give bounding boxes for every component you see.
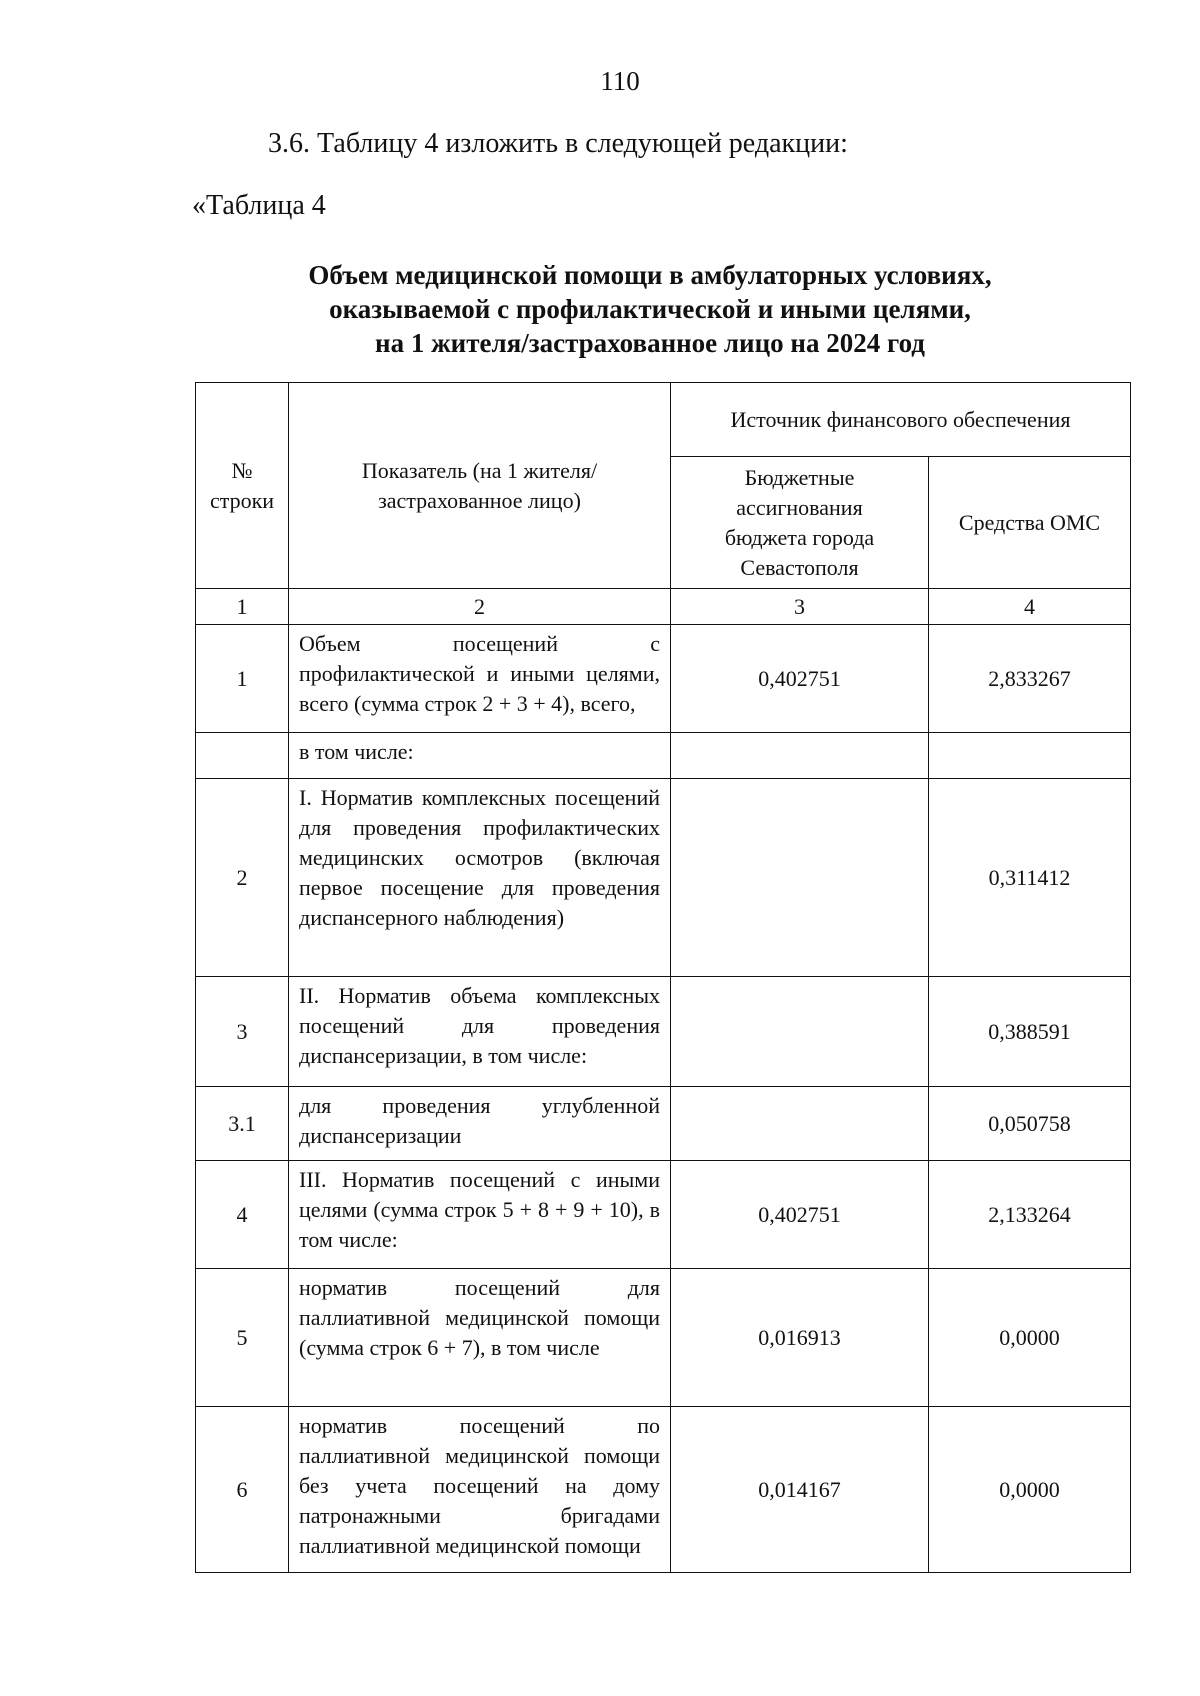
table-row — [196, 1087, 1131, 1161]
row-oms-value: 0,388591 — [929, 977, 1131, 1087]
row-indicator: Объем посещений с профилактической и иными целями, всего (сумма строк 2 + 3 + 4), всего, — [289, 625, 671, 733]
row-oms-value: 0,0000 — [929, 1407, 1131, 1573]
table-header-row — [196, 383, 1131, 457]
column-number: 1 — [196, 589, 289, 625]
row-number — [196, 733, 289, 779]
table-caption: «Таблица 4 — [192, 190, 326, 221]
row-indicator: I. Норматив комплексных посещений для проведения профилактических медицинских осмотров (включая первое посещение для проведения диспансерного наблюдения) — [289, 779, 671, 977]
table-row — [196, 1407, 1131, 1573]
table-row — [196, 1161, 1131, 1269]
header-indicator: Показатель (на 1 жителя/застрахованное лицо) — [289, 383, 671, 589]
row-budget-value — [671, 977, 929, 1087]
row-indicator: II. Норматив объема комплексных посещений для проведения диспансеризации, в том числе: — [289, 977, 671, 1087]
column-number-row — [196, 589, 1131, 625]
table-row — [196, 625, 1131, 733]
row-number: 3 — [196, 977, 289, 1087]
document-title — [200, 258, 1100, 360]
column-number: 2 — [289, 589, 671, 625]
header-budget: Бюджетные ассигнования бюджета города Севастополя — [671, 457, 929, 589]
page-number: 110 — [600, 66, 640, 96]
row-oms-value: 0,311412 — [929, 779, 1131, 977]
table-row — [196, 1269, 1131, 1407]
header-funding-source: Источник финансового обеспечения — [671, 383, 1131, 457]
row-indicator: в том числе: — [289, 733, 671, 779]
row-budget-value: 0,402751 — [671, 625, 929, 733]
row-number: 3.1 — [196, 1087, 289, 1161]
row-indicator: для проведения углубленной диспансеризации — [289, 1087, 671, 1161]
row-budget-value — [671, 733, 929, 779]
row-number: 2 — [196, 779, 289, 977]
row-oms-value: 0,050758 — [929, 1087, 1131, 1161]
volume-table — [195, 382, 1131, 1573]
title-line-2: оказываемой с профилактической и иными целями, — [329, 294, 971, 324]
row-budget-value: 0,402751 — [671, 1161, 929, 1269]
header-row-no: № строки — [196, 383, 289, 589]
row-oms-value: 0,0000 — [929, 1269, 1131, 1407]
table-row — [196, 779, 1131, 977]
row-indicator: III. Норматив посещений с иными целями (сумма строк 5 + 8 + 9 + 10), в том числе: — [289, 1161, 671, 1269]
row-oms-value: 2,833267 — [929, 625, 1131, 733]
row-number: 4 — [196, 1161, 289, 1269]
table-row — [196, 733, 1131, 779]
row-oms-value — [929, 733, 1131, 779]
column-number: 4 — [929, 589, 1131, 625]
row-number: 5 — [196, 1269, 289, 1407]
header-oms: Средства ОМС — [929, 457, 1131, 589]
title-line-1: Объем медицинской помощи в амбулаторных условиях, — [308, 260, 992, 290]
amendment-instruction: 3.6. Таблицу 4 изложить в следующей редакции: — [268, 128, 848, 159]
row-oms-value: 2,133264 — [929, 1161, 1131, 1269]
row-budget-value — [671, 779, 929, 977]
column-number: 3 — [671, 589, 929, 625]
title-line-3: на 1 жителя/застрахованное лицо на 2024 год — [375, 328, 925, 358]
row-budget-value: 0,016913 — [671, 1269, 929, 1407]
row-indicator: норматив посещений для паллиативной медицинской помощи (сумма строк 6 + 7), в том числе — [289, 1269, 671, 1407]
row-number: 1 — [196, 625, 289, 733]
row-budget-value — [671, 1087, 929, 1161]
row-indicator: норматив посещений по паллиативной медицинской помощи без учета посещений на дому патронажными бригадами паллиативной медицинской помощи — [289, 1407, 671, 1573]
table-row — [196, 977, 1131, 1087]
row-number: 6 — [196, 1407, 289, 1573]
row-budget-value: 0,014167 — [671, 1407, 929, 1573]
